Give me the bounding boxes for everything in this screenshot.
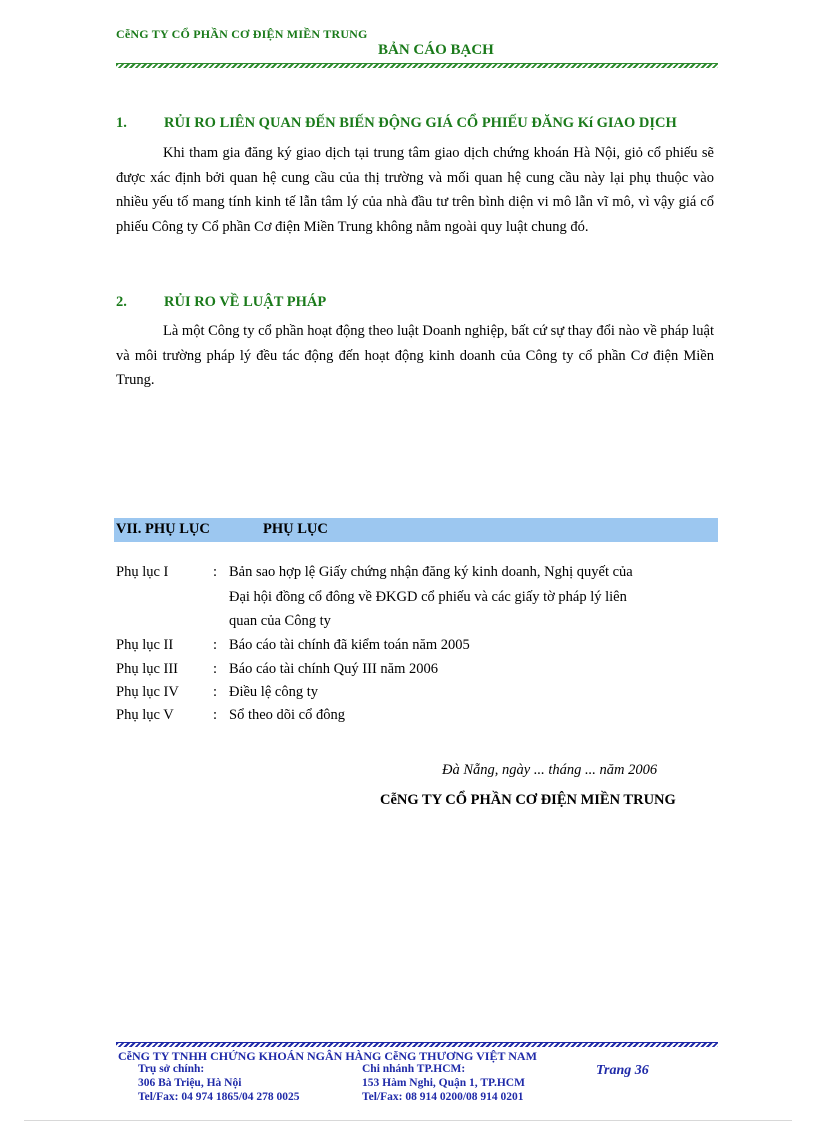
header-divider <box>116 63 718 68</box>
appendix-item-line: Bản sao hợp lệ Giấy chứng nhận đăng ký kinh doanh, Nghị quyết của <box>229 564 633 580</box>
footer-divider <box>116 1042 718 1047</box>
section-2-paragraph <box>116 319 714 393</box>
appendix-section-title: PHỤ LỤC <box>263 521 328 537</box>
header-company-name: CễNG TY CỔ PHẦN CƠ ĐIỆN MIỀN TRUNG <box>116 27 368 41</box>
appendix-item-text: Điều lệ công ty <box>229 684 318 700</box>
footer-branch-label: Chi nhánh TP.HCM: <box>362 1063 466 1075</box>
section-1-number: 1. <box>116 115 127 131</box>
appendix-item-colon: : <box>213 637 218 653</box>
section-1-text: Khi tham gia đăng ký giao dịch tại trung tâm giao dịch chứng khoán Hà Nội, giỏ cổ phiếu sẽ được xác định bởi quan hệ cung cầu của thị trường và mối quan hệ cung cầu này lại phụ thuộc vào nhiều yếu tố mang tính kinh tế lẫn tâm lý của nhà đầu tư trên bình diện vi mô lẫn vĩ mô, vì vậy giá cổ phiếu Công ty Cổ phần Cơ điện Miền Trung không nằm ngoài quy luật chung đó. <box>116 145 714 235</box>
appendix-section-label: VII. PHỤ LỤC <box>116 521 210 537</box>
appendix-section-bar <box>114 518 718 542</box>
section-1-heading <box>116 115 677 132</box>
section-2-heading <box>116 294 326 311</box>
section-2-text: Là một Công ty cổ phần hoạt động theo luật Doanh nghiệp, bất cứ sự thay đổi nào về pháp luật và môi trường pháp lý đều tác động đến hoạt động kinh doanh của Công ty cổ phần Cơ điện Miền Trung. <box>116 323 714 388</box>
footer-company-name: CễNG TY TNHH CHỨNG KHOÁN NGÂN HÀNG CễNG THƯƠNG VIỆT NAM <box>118 1049 537 1063</box>
appendix-item-colon: : <box>213 684 218 700</box>
appendix-item-text: Báo cáo tài chính Quý III năm 2006 <box>229 661 438 677</box>
signature-place-date: Đà Nẵng, ngày ... tháng ... năm 2006 <box>442 762 658 778</box>
appendix-item-label: Phụ lục IV <box>116 684 179 700</box>
footer-page-number: Trang 36 <box>596 1063 649 1078</box>
appendix-item-line: Đại hội đồng cổ đông về ĐKGD cổ phiếu và các giấy tờ pháp lý liên <box>229 588 627 605</box>
appendix-item-colon: : <box>213 564 218 580</box>
appendix-item-text: Sổ theo dõi cổ đông <box>229 707 345 723</box>
appendix-item-colon: : <box>213 661 218 677</box>
appendix-item-text: Báo cáo tài chính đã kiểm toán năm 2005 <box>229 637 470 653</box>
footer-branch-phone: Tel/Fax: 08 914 0200/08 914 0201 <box>362 1091 524 1103</box>
appendix-item-label: Phụ lục V <box>116 707 174 723</box>
appendix-item-label: Phụ lục III <box>116 661 179 677</box>
section-2-number: 2. <box>116 294 127 310</box>
section-1-title: RỦI RO LIÊN QUAN ĐẾN BIẾN ĐỘNG GIÁ CỔ PHIẾU ĐĂNG Kí GIAO DỊCH <box>164 115 677 131</box>
signature-company: CễNG TY CỔ PHẦN CƠ ĐIỆN MIỀN TRUNG <box>380 792 676 808</box>
footer-branch-address: 153 Hàm Nghi, Quận 1, TP.HCM <box>362 1077 525 1089</box>
appendix-item-label: Phụ lục II <box>116 637 174 653</box>
appendix-item-label: Phụ lục I <box>116 564 169 580</box>
footer-head-office-address: 306 Bà Triệu, Hà Nội <box>138 1077 242 1089</box>
footer-head-office-phone: Tel/Fax: 04 974 1865/04 278 0025 <box>138 1091 300 1103</box>
header-document-title: BẢN CÁO BẠCH <box>378 42 494 58</box>
page-bottom-rule <box>24 1120 792 1121</box>
appendix-item-line: quan của Công ty <box>229 613 331 629</box>
section-2-title: RỦI RO VỀ LUẬT PHÁP <box>164 294 327 310</box>
appendix-item-text <box>229 560 694 634</box>
appendix-item-colon: : <box>213 707 218 723</box>
footer-head-office-label: Trụ sở chính: <box>138 1063 205 1075</box>
section-1-paragraph <box>116 141 714 239</box>
